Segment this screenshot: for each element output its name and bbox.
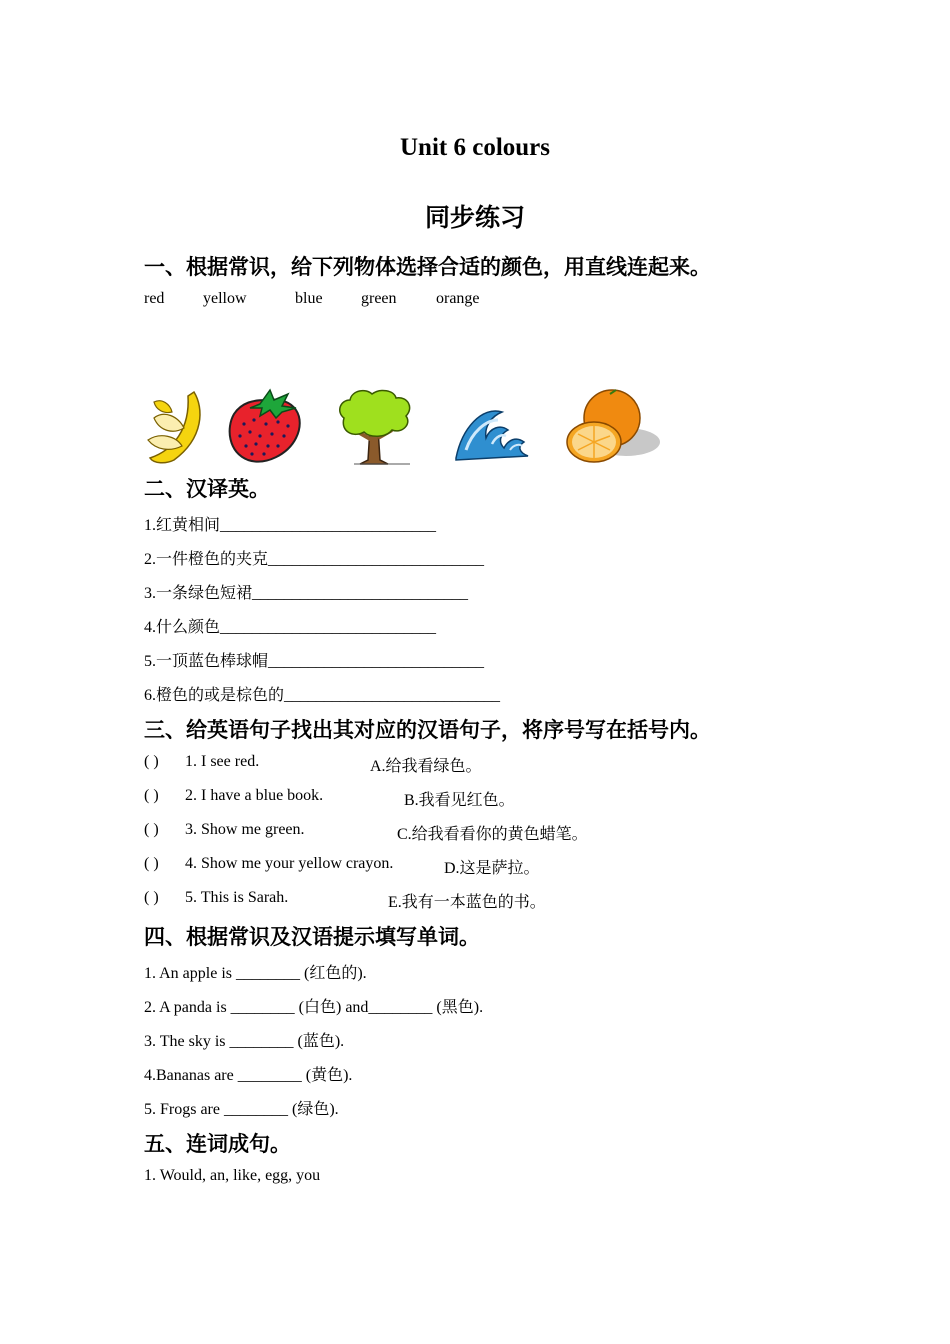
- chinese-option: C.给我看看你的黄色蜡笔。: [397, 826, 588, 843]
- color-word-orange: orange: [436, 290, 480, 307]
- page-subtitle: 同步练习: [424, 205, 525, 232]
- translation-item: 2.一件橙色的夹克___________________________: [144, 551, 485, 568]
- section5-heading: 五、连词成句。: [144, 1132, 291, 1156]
- section1-heading: 一、根据常识，给下列物体选择合适的颜色，用直线连起来。: [144, 255, 711, 279]
- color-word-green: green: [361, 290, 397, 307]
- section4-heading: 四、根据常识及汉语提示填写单词。: [144, 925, 480, 949]
- fill-blank-item: 3. The sky is ________ (蓝色).: [144, 1033, 345, 1050]
- chinese-option: B.我看见红色。: [404, 792, 515, 809]
- translation-item: 1.红黄相间___________________________: [144, 517, 437, 534]
- fill-blank-item: 5. Frogs are ________ (绿色).: [144, 1101, 339, 1118]
- english-sentence: 3. Show me green.: [185, 821, 305, 838]
- orange-fruit-icon: [566, 388, 662, 466]
- chinese-option: A.给我看绿色。: [370, 758, 482, 775]
- color-word-red: red: [144, 290, 165, 307]
- translation-item: 4.什么颜色___________________________: [144, 619, 437, 636]
- banana-icon: [144, 388, 208, 466]
- section3-heading: 三、给英语句子找出其对应的汉语句子，将序号写在括号内。: [144, 718, 711, 742]
- strawberry-icon: [226, 388, 306, 466]
- answer-parentheses: ( ): [144, 855, 159, 872]
- answer-parentheses: ( ): [144, 753, 159, 770]
- answer-parentheses: ( ): [144, 889, 159, 906]
- tree-icon: [334, 388, 416, 466]
- color-word-blue: blue: [295, 290, 323, 307]
- answer-parentheses: ( ): [144, 787, 159, 804]
- answer-parentheses: ( ): [144, 821, 159, 838]
- chinese-option: D.这是萨拉。: [444, 860, 540, 877]
- chinese-option: E.我有一本蓝色的书。: [388, 894, 546, 911]
- english-sentence: 5. This is Sarah.: [185, 889, 289, 906]
- section2-heading: 二、汉译英。: [144, 477, 270, 501]
- wave-icon: [452, 388, 534, 466]
- color-word-yellow: yellow: [203, 290, 247, 307]
- word-order-item: 1. Would, an, like, egg, you: [144, 1167, 321, 1184]
- page-title: Unit 6 colours: [400, 134, 550, 161]
- english-sentence: 2. I have a blue book.: [185, 787, 324, 804]
- fill-blank-item: 2. A panda is ________ (白色) and________ (黑色).: [144, 999, 484, 1016]
- fill-blank-item: 1. An apple is ________ (红色的).: [144, 965, 367, 982]
- fill-blank-item: 4.Bananas are ________ (黄色).: [144, 1067, 353, 1084]
- translation-item: 3.一条绿色短裙___________________________: [144, 585, 469, 602]
- translation-item: 6.橙色的或是棕色的___________________________: [144, 687, 501, 704]
- english-sentence: 4. Show me your yellow crayon.: [185, 855, 394, 872]
- translation-item: 5.一顶蓝色棒球帽___________________________: [144, 653, 485, 670]
- english-sentence: 1. I see red.: [185, 753, 260, 770]
